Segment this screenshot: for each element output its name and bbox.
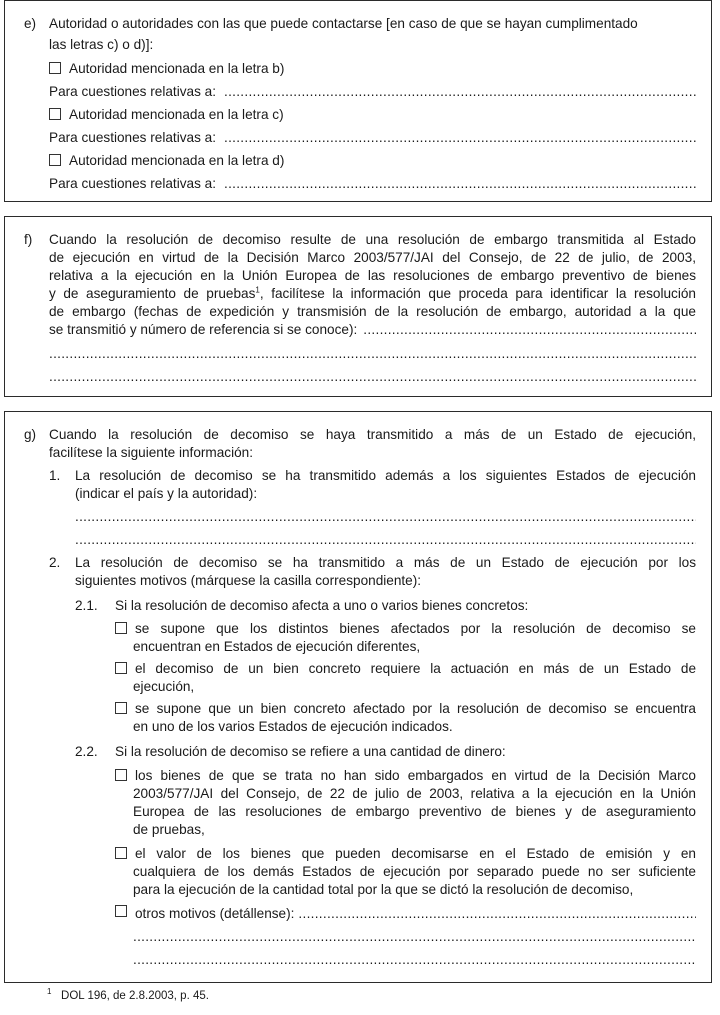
option-2-2-a-line3: Europea de las resoluciones de embargo preventivo de bienes y de aseguramiento [133,804,696,819]
section-g-label: g) [24,427,37,442]
subitem-2-1-title: Si la resolución de decomiso afecta a uno o varios bienes concretos: [115,598,529,613]
footnote-text: DOL 196, de 2.8.2003, p. 45. [61,990,209,1002]
dotted-fill-line[interactable] [298,905,696,923]
option-2-2-b[interactable]: el valor de los bienes que pueden decomisarse en el Estado de emisión y en [115,845,696,863]
dotted-fill-line[interactable] [49,368,696,386]
checkbox-icon[interactable] [115,702,127,714]
authority-d-field[interactable]: Para cuestiones relativas a: ..... [49,175,696,193]
section-e-title-line2: las letras c) o d)]: [49,37,154,52]
section-f-line2: de ejecución en virtud de la Decisión Marco 2003/577/JAI del Consejo, de 22 de julio, de 2003, [49,250,696,265]
footnote-ref: 1 [255,285,260,295]
checkbox-icon[interactable] [115,905,127,917]
footnote-number: 1 [47,987,52,997]
authority-b-field[interactable]: Para cuestiones relativas a: ..... [49,83,696,101]
item-1-field-line-2[interactable] [75,531,696,549]
section-f-label: f) [24,232,33,247]
checkbox-icon[interactable] [115,662,127,674]
option-2-2-b-line3: para la ejecución de la cantidad total por la que se dictó la resolución de decomiso, [133,882,634,897]
dotted-fill-line[interactable] [363,321,696,339]
dotted-fill-line[interactable] [49,345,696,363]
section-f-extra-line-2[interactable] [49,368,696,386]
option-2-1-b-line2: ejecución, [133,679,195,694]
option-2-2-a-line4: de pruebas, [133,822,205,837]
section-f-line3: relativa a la ejecución en la Unión Europea de las resoluciones de embargo preventivo de bienes [49,268,696,283]
dotted-fill-line[interactable] [133,928,696,946]
option-2-2-c[interactable]: otros motivos (detállense): ..... [115,905,696,923]
authority-c-field[interactable]: Para cuestiones relativas a: ..... [49,129,696,147]
item-1-number: 1. [49,468,61,483]
authority-c-option[interactable]: Autoridad mencionada en la letra c) [49,106,284,124]
checkbox-icon[interactable] [49,108,61,120]
dotted-fill-line[interactable] [224,129,696,147]
subitem-2-2-title: Si la resolución de decomiso se refiere a una cantidad de dinero: [115,744,506,759]
dotted-fill-line[interactable] [75,531,696,549]
item-1-line1: La resolución de decomiso se ha transmitido además a los siguientes Estados de ejecución [75,468,696,483]
option-2-1-a[interactable]: se supone que los distintos bienes afectados por la resolución de decomiso se [115,620,696,638]
other-reasons-line-2[interactable] [133,951,696,969]
item-2-number: 2. [49,555,61,570]
option-2-2-a-line2: 2003/577/JAI del Consejo, de 22 de julio de 2003, relativa a la ejecución en la Unión [133,786,696,801]
other-reasons-line-1[interactable] [133,928,696,946]
option-2-1-c-line2: en uno de los varios Estados de ejecución indicados. [133,719,453,734]
section-e-title-line1: Autoridad o autoridades con las que puede contactarse [en caso de que se hayan cumplimentado [49,16,638,31]
section-f-line1: Cuando la resolución de decomiso resulte de una resolución de embargo transmitida al Estado [49,232,696,247]
option-2-1-b[interactable]: el decomiso de un bien concreto requiere la actuación en más de un Estado de [115,660,696,678]
section-g-intro-line1: Cuando la resolución de decomiso se haya transmitido a más de un Estado de ejecución, [49,427,696,442]
item-1-line2: (indicar el país y la autoridad): [75,486,258,501]
checkbox-icon[interactable] [115,847,127,859]
checkbox-icon[interactable] [115,769,127,781]
checkbox-icon[interactable] [115,622,127,634]
section-f-extra-line-1[interactable] [49,345,696,363]
option-2-1-a-line2: encuentran en Estados de ejecución diferentes, [133,639,421,654]
item-2-line2: siguientes motivos (márquese la casilla correspondiente): [75,573,422,588]
dotted-fill-line[interactable] [224,83,696,101]
item-2-line1: La resolución de decomiso se ha transmitido a más de un Estado de ejecución por los [75,555,696,570]
dotted-fill-line[interactable] [133,951,696,969]
authority-d-option[interactable]: Autoridad mencionada en la letra d) [49,152,284,170]
dotted-fill-line[interactable] [224,175,696,193]
option-2-1-c[interactable]: se supone que un bien concreto afectado por la resolución de decomiso se encuentra [115,700,696,718]
authority-b-option[interactable]: Autoridad mencionada en la letra b) [49,60,284,78]
checkbox-icon[interactable] [49,62,61,74]
section-f-line5: de embargo (fechas de expedición y transmisión de la resolución de embargo, autoridad a la que [49,304,696,319]
section-e-label: e) [24,16,37,31]
option-2-2-a[interactable]: los bienes de que se trata no han sido embargados en virtud de la Decisión Marco [115,767,696,785]
footnote [47,987,209,1002]
dotted-fill-line[interactable] [75,508,696,526]
section-g-intro-line2: facilítese la siguiente información: [49,445,254,460]
option-2-2-b-line2: cualquiera de los demás Estados de ejecución por separado puede no ser suficiente [133,864,696,879]
subitem-2-2-number: 2.2. [75,744,98,759]
checkbox-icon[interactable] [49,154,61,166]
item-1-field-line-1[interactable] [75,508,696,526]
subitem-2-1-number: 2.1. [75,598,98,613]
section-f-reference-field[interactable]: se transmitió y número de referencia si se conoce): ..... [49,321,696,339]
section-f-line4: y de aseguramiento de pruebas$^1$, facilítese la información que proceda para identificar la resolución [49,285,696,301]
